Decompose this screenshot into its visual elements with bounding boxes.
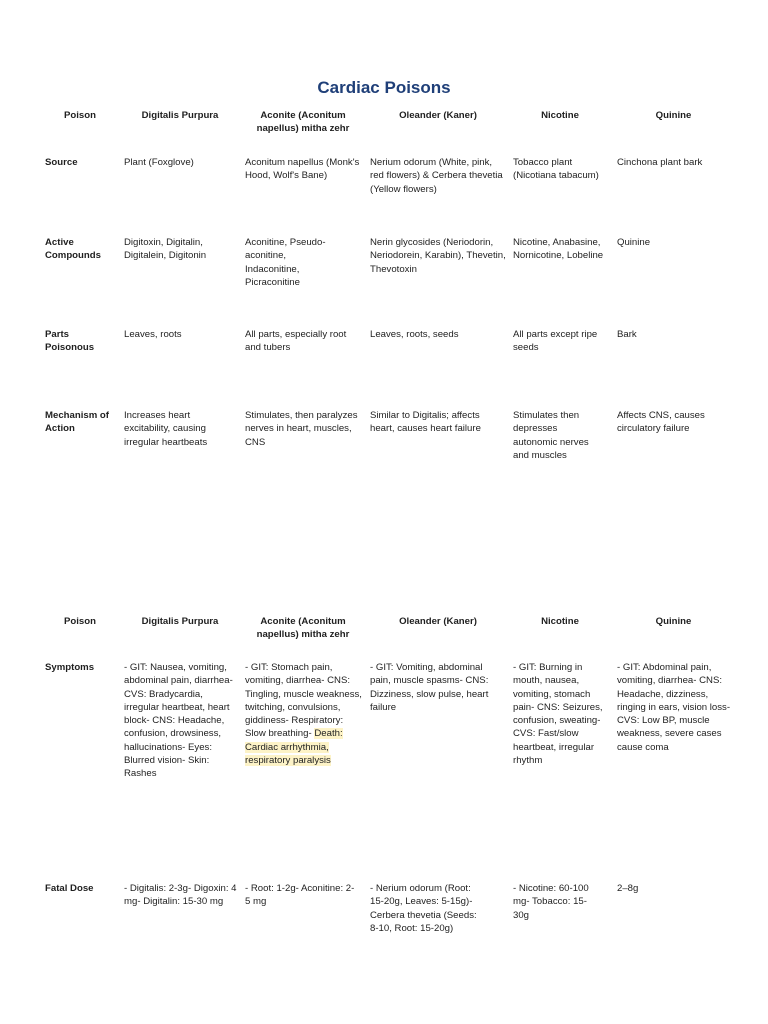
- cell-fatal-nicotine: - Nicotine: 60-100 mg- Tobacco: 15-30g: [513, 883, 589, 921]
- col-header-oleander: Oleander (Kaner): [399, 616, 477, 627]
- cell-source-quinine: Cinchona plant bark: [617, 157, 703, 168]
- col-header-oleander: Oleander (Kaner): [399, 110, 477, 121]
- cell-source-aconite: Aconitum napellus (Monk's Hood, Wolf's Bane): [245, 157, 360, 182]
- col-header-quinine: Quinine: [655, 110, 692, 121]
- cell-parts-quinine: Bark: [617, 329, 637, 340]
- symptoms-aconite-text: - GIT: Stomach pain, vomiting, diarrhea- CNS: Tingling, muscle weakness, twitching, convulsions, giddiness- Respiratory: Slow breathing-: [245, 662, 362, 740]
- row-label-parts-poisonous: Parts Poisonous: [45, 329, 95, 354]
- cell-mechanism-oleander: Similar to Digitalis; affects heart, causes heart failure: [370, 410, 481, 435]
- cell-symptoms-quinine: - GIT: Abdominal pain, vomiting, diarrhea- CNS: Headache, dizziness, ringing in ears, vision loss- CVS: Low BP, muscle weakness, severe cases cause coma: [617, 662, 731, 753]
- cell-mechanism-quinine: Affects CNS, causes circulatory failure: [617, 410, 705, 435]
- cell-fatal-oleander: - Nerium odorum (Root: 15-20g, Leaves: 5-15g)- Cerbera thevetia (Seeds: 8-10, Root: 15-20g): [370, 883, 477, 934]
- cell-parts-oleander: Leaves, roots, seeds: [370, 329, 459, 340]
- col-header-aconite: Aconite (Aconitum napellus) mitha zehr: [256, 616, 350, 641]
- col-header-nicotine: Nicotine: [541, 616, 579, 627]
- col-header-poison: Poison: [64, 110, 96, 121]
- cell-symptoms-nicotine: - GIT: Burning in mouth, nausea, vomiting, stomach pain- CNS: Seizures, confusion, sweating- CVS: Fast/slow heartbeat, irregular rhythm: [513, 662, 603, 767]
- cell-source-nicotine: Tobacco plant (Nicotiana tabacum): [513, 157, 599, 182]
- cell-source-oleander: Nerium odorum (White, pink, red flowers) & Cerbera thevetia (Yellow flowers): [370, 157, 503, 195]
- cell-fatal-digitalis: - Digitalis: 2-3g- Digoxin: 4 mg- Digitalin: 15-30 mg: [124, 883, 237, 908]
- cell-mechanism-nicotine: Stimulates then depresses autonomic nerves and muscles: [513, 410, 589, 461]
- cell-parts-digitalis: Leaves, roots: [124, 329, 182, 340]
- col-header-poison: Poison: [64, 616, 96, 627]
- cell-mechanism-aconite: Stimulates, then paralyzes nerves in heart, muscles, CNS: [245, 410, 358, 448]
- cell-source-digitalis: Plant (Foxglove): [124, 157, 194, 168]
- page-title: Cardiac Poisons: [317, 78, 451, 97]
- col-header-nicotine: Nicotine: [541, 110, 579, 121]
- cell-fatal-aconite: - Root: 1-2g- Aconitine: 2-5 mg: [245, 883, 355, 908]
- cell-compounds-aconite: Aconitine, Pseudo-aconitine, Indaconitine, Picraconitine: [245, 237, 326, 288]
- cell-compounds-quinine: Quinine: [617, 237, 651, 248]
- row-label-fatal-dose: Fatal Dose: [45, 883, 94, 894]
- col-header-digitalis: Digitalis Purpura: [141, 616, 219, 627]
- col-header-digitalis: Digitalis Purpura: [141, 110, 219, 121]
- cell-compounds-nicotine: Nicotine, Anabasine, Nornicotine, Lobeline: [513, 237, 604, 262]
- cell-fatal-quinine: 2–8g: [617, 883, 639, 894]
- cell-mechanism-digitalis: Increases heart excitability, causing irregular heartbeats: [124, 410, 208, 448]
- cell-symptoms-aconite: [245, 661, 362, 767]
- cell-symptoms-oleander: - GIT: Vomiting, abdominal pain, muscle spasms- CNS: Dizziness, slow pulse, heart failure: [370, 662, 489, 713]
- cell-compounds-digitalis: Digitoxin, Digitalin, Digitalein, Digitonin: [124, 237, 207, 262]
- col-header-aconite: Aconite (Aconitum napellus) mitha zehr: [256, 110, 350, 135]
- row-label-symptoms: Symptoms: [45, 662, 95, 673]
- row-label-source: Source: [45, 157, 78, 168]
- highlighted-death-text: Death: Cardiac arrhythmia, respiratory paralysis: [245, 728, 343, 767]
- cell-parts-aconite: All parts, especially root and tubers: [245, 329, 347, 354]
- row-label-active-compounds: Active Compounds: [45, 237, 101, 262]
- col-header-quinine: Quinine: [655, 616, 692, 627]
- cell-symptoms-digitalis: - GIT: Nausea, vomiting, abdominal pain, diarrhea- CVS: Bradycardia, irregular heartbeat, heart block- CNS: Headache, confusion, drowsiness, hallucinations- Eyes: Blurred vision- Skin: Rashes: [124, 662, 233, 780]
- cell-parts-nicotine: All parts except ripe seeds: [513, 329, 598, 354]
- cell-compounds-oleander: Nerin glycosides (Neriodorin, Neriodorein, Karabin), Thevetin, Thevotoxin: [370, 237, 506, 275]
- row-label-mechanism: Mechanism of Action: [45, 410, 109, 435]
